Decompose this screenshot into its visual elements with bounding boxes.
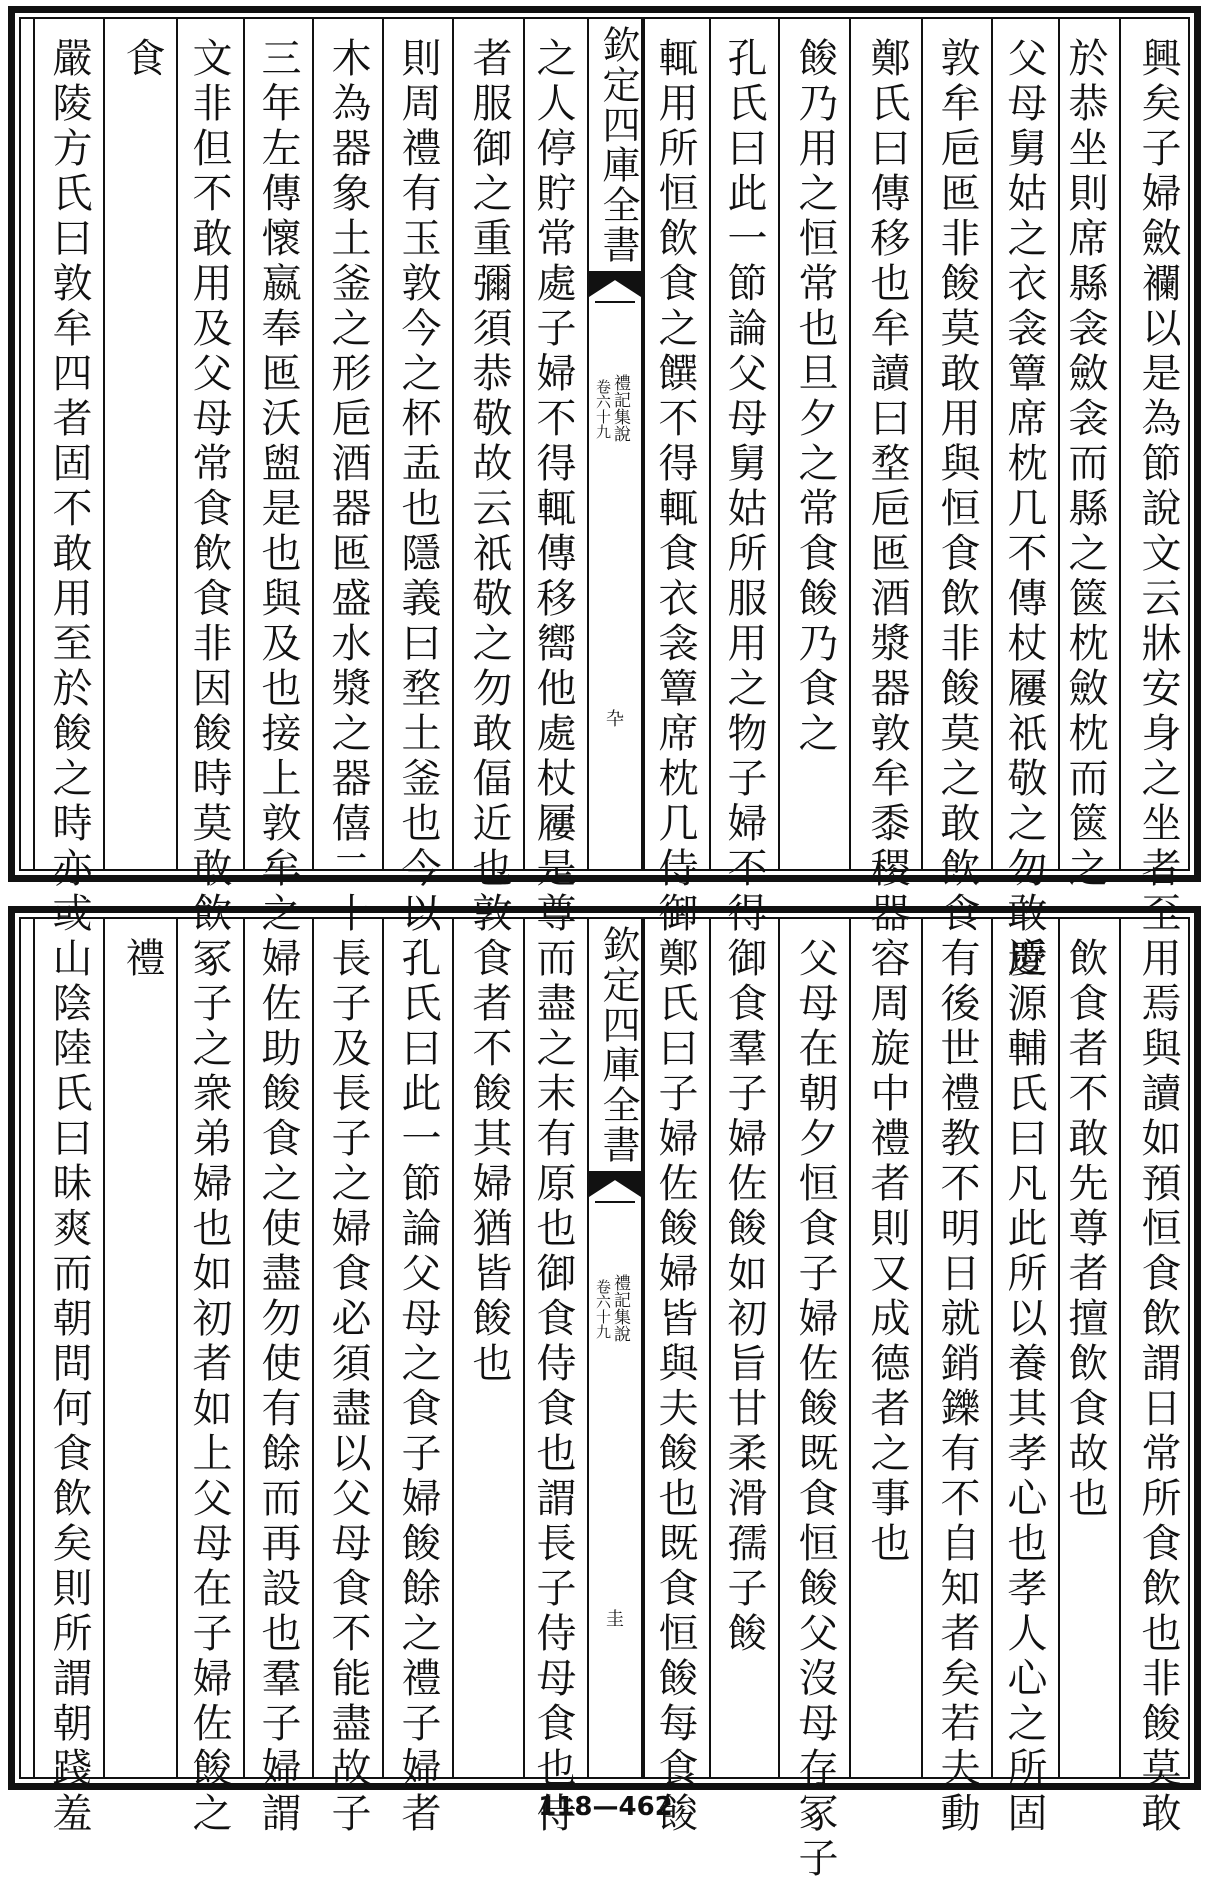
column-text: 鄭氏曰傳移也牟讀曰堥巵匜酒漿器敦牟黍稷器: [864, 37, 910, 937]
text-column: [1058, 19, 1119, 892]
text-column: [523, 19, 587, 937]
text-column: [643, 19, 709, 937]
text-column: [243, 919, 312, 1837]
header-title: 欽定四庫全書: [596, 925, 640, 1165]
text-column: [778, 19, 849, 869]
column-text: 敦牟巵匜非餕莫敢用與恒食飲非餕莫之敢飲食: [934, 37, 980, 937]
column-text: 慶源輔氏曰凡此所以養其孝心也孝人心之所固: [1001, 937, 1047, 1837]
column-text: 用焉與讀如預恒食飲謂日常所食飲也非餕莫敢: [1135, 937, 1181, 1837]
column-text: 御食羣子婦佐餕如初旨甘柔滑孺子餕: [721, 937, 767, 1657]
book-title: 禮記集說: [610, 374, 630, 442]
center-margin-column: [587, 19, 643, 869]
page-leaf-number: 卆: [603, 709, 624, 727]
text-column: [312, 919, 382, 1837]
volume-label: 卷六十九: [594, 1279, 612, 1339]
column-text: 則周禮有玉敦今之杯盂也隱義曰堥土釜也今以: [395, 37, 441, 937]
fishtail-line: [595, 1201, 635, 1217]
column-text: 而盡之末有原也御食侍食也謂長子侍母食也侍: [530, 937, 576, 1837]
text-column: [991, 19, 1058, 982]
column-text: 輒用所恒飲食之饌不得輒食衣衾簟席枕几侍御: [652, 37, 698, 937]
text-column: [382, 19, 452, 937]
column-text: 父母舅姑之衣衾簟席枕几不傳杖屨祇敬之勿敢近: [1001, 37, 1047, 982]
page-number: 118—462: [538, 1792, 673, 1822]
column-text: 餕乃用之恒常也旦夕之常食餕乃食之: [792, 37, 838, 757]
text-column: [523, 919, 587, 1837]
volume-label: 卷六十九: [594, 379, 612, 439]
text-column: [382, 919, 452, 1837]
center-margin-column: [587, 919, 643, 1777]
text-column: [103, 919, 176, 1777]
text-column: [312, 19, 382, 937]
column-text: 嚴陵方氏曰敦牟四者固不敢用至於餕之時亦或: [46, 37, 92, 937]
text-column: [921, 19, 991, 937]
text-column: [1058, 919, 1119, 1777]
column-text: 木為器象土釜之形巵酒器匜盛水漿之器僖二十: [325, 37, 371, 937]
text-column: [176, 19, 243, 937]
column-text: 婦佐助餕食之使盡勿使有餘而再設也羣子婦謂: [255, 937, 301, 1837]
column-text: 孔氏曰此一節論父母之食子婦餕餘之禮子婦者: [395, 937, 441, 1837]
top-page-inner: [19, 17, 1190, 982]
column-text: 者服御之重彌須恭敬故云祇敬之勿敢偪近也敦: [466, 37, 512, 937]
header-title: 欽定四庫全書: [596, 25, 640, 265]
text-column: [921, 919, 991, 1837]
text-column: [849, 19, 921, 937]
text-column: [33, 919, 103, 1837]
text-column: [849, 919, 921, 1777]
text-column: [643, 919, 709, 1837]
text-column: [33, 19, 103, 937]
text-column: [991, 919, 1058, 1837]
text-column: [243, 19, 312, 937]
text-column: [452, 19, 523, 937]
column-text: 之人停貯常處子婦不得輒傳移嚮他處杖屨是尊: [530, 37, 576, 937]
column-text: 食: [119, 37, 165, 82]
column-text: 三年左傳懷嬴奉匜沃盥是也與及也接上敦牟之: [255, 37, 301, 937]
column-text: 鄭氏曰子婦佐餕婦皆與夫餕也既食恒餕每食餕: [652, 937, 698, 1837]
column-text: 興矣子婦斂襴以是為節說文云牀安身之坐者至: [1135, 37, 1181, 937]
column-text: 禮: [119, 937, 165, 982]
text-column: [176, 919, 243, 1837]
column-text: 於恭坐則席縣衾斂衾而縣之篋枕斂枕而篋之: [1062, 37, 1108, 892]
top-page-frame: [8, 6, 1201, 982]
column-text: 長子及長子之婦食必須盡以父母食不能盡故子: [325, 937, 371, 1837]
text-column: [1119, 19, 1192, 937]
column-text: 飲食者不敢先尊者擅飲食故也: [1062, 937, 1108, 1522]
column-text: 有後世禮教不明日就銷鑠有不自知者矣若夫動: [934, 937, 980, 1837]
text-column: [709, 919, 778, 1777]
column-text: 容周旋中禮者則又成德者之事也: [864, 937, 910, 1567]
book-title: 禮記集說: [610, 1274, 630, 1342]
text-column: [1119, 919, 1192, 1837]
column-text: 食者不餕其婦猶皆餕也: [466, 937, 512, 1387]
column-text: 父母在朝夕恒食子婦佐餕既食恒餕父沒母存冢子: [792, 937, 838, 1882]
column-text: 山陰陸氏曰昧爽而朝問何食飲矣則所謂朝踐羞: [46, 937, 92, 1837]
text-column: [103, 19, 176, 869]
text-column: [778, 919, 849, 1882]
text-column: [709, 19, 778, 937]
column-text: 冢子之衆弟婦也如初者如上父母在子婦佐餕之: [186, 937, 232, 1837]
text-column: [452, 919, 523, 1777]
page-leaf-number: 圭: [603, 1609, 624, 1627]
fishtail-mark: [589, 271, 641, 297]
fishtail-line: [595, 301, 635, 317]
fishtail-mark: [589, 1171, 641, 1197]
column-text: 文非但不敢用及父母常食飲食非因餕時莫敢飲: [186, 37, 232, 937]
column-text: 孔氏曰此一節論父母舅姑所服用之物子婦不得: [721, 37, 767, 937]
